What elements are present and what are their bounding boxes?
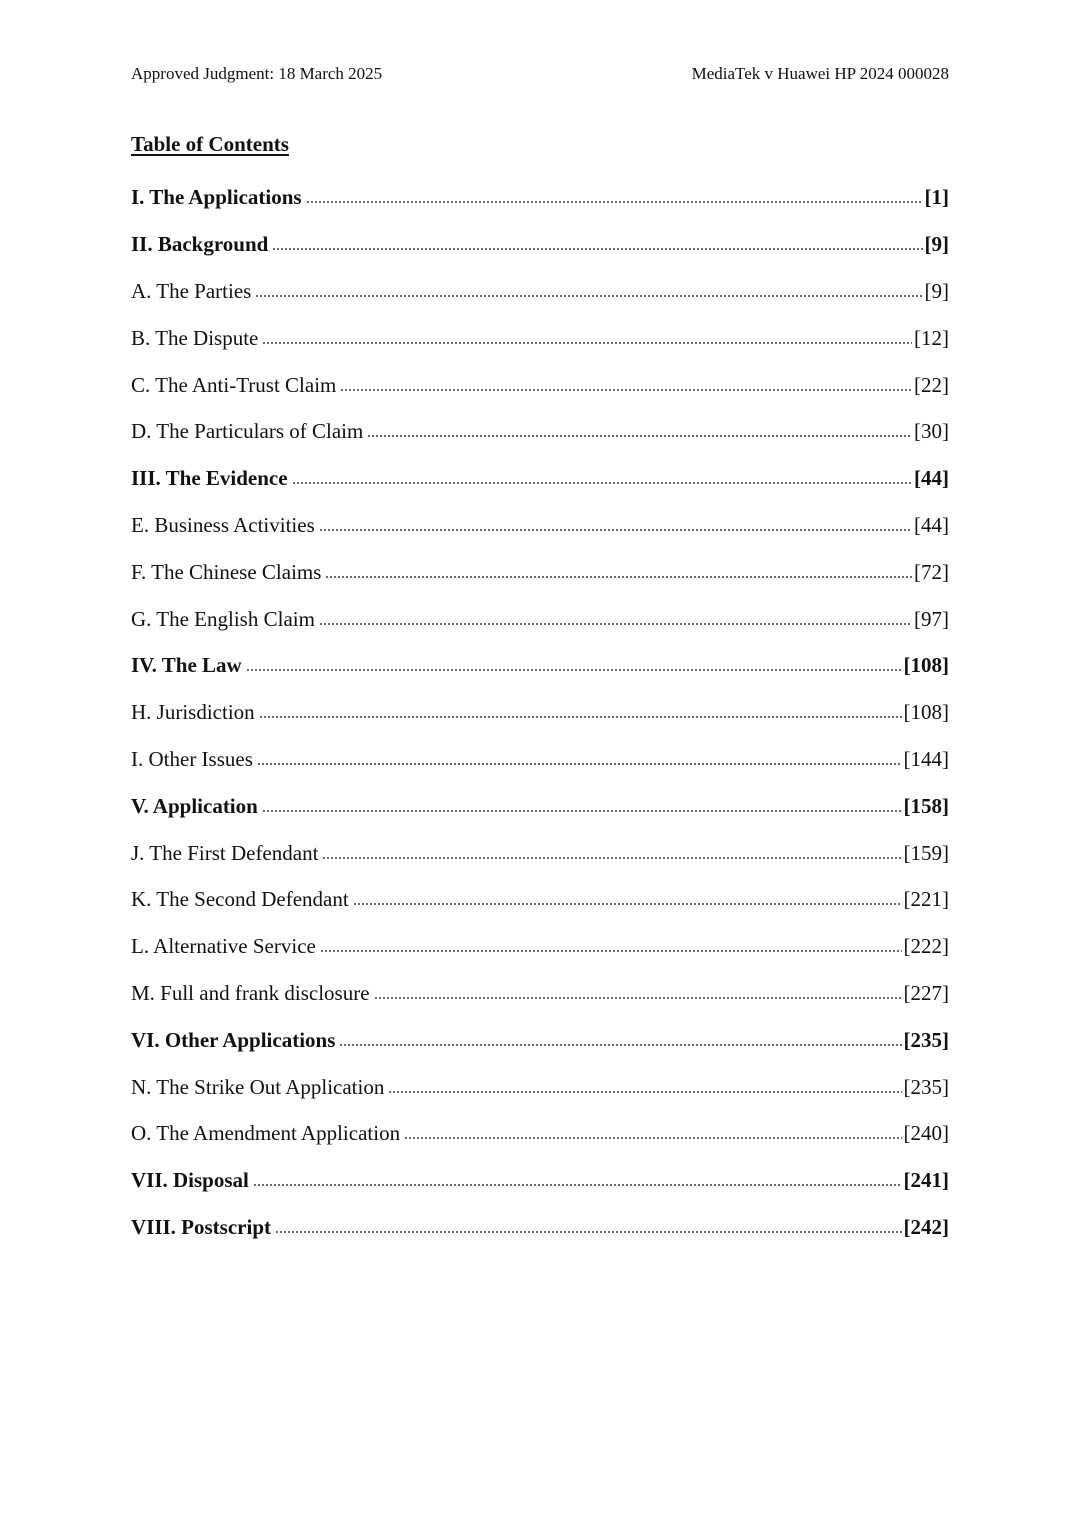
toc-entry-paragraph-ref: [44]: [914, 466, 949, 491]
dot-leader: [322, 857, 901, 859]
toc-entry-label: III. The Evidence: [131, 466, 288, 491]
toc-entry-paragraph-ref: [30]: [914, 419, 949, 444]
toc-entry-label: O. The Amendment Application: [131, 1121, 401, 1146]
toc-entry[interactable]: [131, 923, 949, 970]
toc-entry-label: M. Full and frank disclosure: [131, 980, 370, 1005]
toc-entry[interactable]: [131, 689, 949, 736]
dot-leader: [259, 716, 902, 718]
table-of-contents: [131, 174, 949, 1250]
toc-entry[interactable]: [131, 268, 949, 315]
toc-entry[interactable]: [131, 642, 949, 689]
dot-leader: [306, 201, 923, 203]
toc-entry[interactable]: [131, 595, 949, 642]
toc-entry-paragraph-ref: [235]: [903, 1027, 949, 1052]
toc-entry-label: II. Background: [131, 232, 269, 257]
dot-leader: [262, 810, 902, 812]
toc-entry[interactable]: [131, 1204, 949, 1251]
toc-entry-label: I. Other Issues: [131, 746, 253, 771]
toc-entry[interactable]: [131, 1016, 949, 1063]
toc-entry-paragraph-ref: [72]: [914, 559, 949, 584]
toc-entry-paragraph-ref: [235]: [903, 1074, 949, 1099]
dot-leader: [255, 295, 922, 297]
toc-entry-label: K. The Second Defendant: [131, 887, 349, 912]
toc-entry-label: VI. Other Applications: [131, 1027, 336, 1052]
toc-entry-paragraph-ref: [97]: [914, 606, 949, 631]
dot-leader: [257, 763, 902, 765]
dot-leader: [353, 903, 902, 905]
dot-leader: [340, 389, 912, 391]
dot-leader: [374, 997, 902, 999]
toc-entry[interactable]: [131, 876, 949, 923]
toc-entry-paragraph-ref: [22]: [914, 372, 949, 397]
toc-title: Table of Contents: [131, 132, 289, 156]
page-header: [131, 63, 949, 85]
toc-entry[interactable]: [131, 970, 949, 1017]
toc-entry[interactable]: [131, 455, 949, 502]
toc-entry-paragraph-ref: [158]: [903, 793, 949, 818]
dot-leader: [319, 529, 912, 531]
toc-entry[interactable]: [131, 1110, 949, 1157]
toc-entry-label: B. The Dispute: [131, 325, 259, 350]
toc-entry-paragraph-ref: [242]: [903, 1214, 949, 1239]
toc-entry-label: C. The Anti-Trust Claim: [131, 372, 337, 397]
toc-entry-label: A. The Parties: [131, 278, 252, 303]
dot-leader: [388, 1091, 901, 1093]
toc-entry[interactable]: [131, 1063, 949, 1110]
toc-entry[interactable]: [131, 361, 949, 408]
dot-leader: [275, 1231, 902, 1233]
toc-entry-paragraph-ref: [9]: [924, 278, 949, 303]
toc-entry-label: I. The Applications: [131, 185, 302, 210]
toc-entry-label: N. The Strike Out Application: [131, 1074, 385, 1099]
dot-leader: [367, 435, 912, 437]
toc-entry[interactable]: [131, 502, 949, 549]
toc-entry[interactable]: [131, 174, 949, 221]
toc-entry-label: L. Alternative Service: [131, 934, 316, 959]
toc-entry-paragraph-ref: [144]: [903, 746, 949, 771]
toc-entry-paragraph-ref: [159]: [903, 840, 949, 865]
toc-entry[interactable]: [131, 548, 949, 595]
dot-leader: [246, 669, 902, 671]
toc-entry[interactable]: [131, 736, 949, 783]
dot-leader: [262, 342, 912, 344]
dot-leader: [404, 1137, 901, 1139]
toc-entry-paragraph-ref: [241]: [903, 1168, 949, 1193]
dot-leader: [325, 576, 912, 578]
toc-entry[interactable]: [131, 829, 949, 876]
toc-entry-paragraph-ref: [12]: [914, 325, 949, 350]
toc-entry-label: IV. The Law: [131, 653, 242, 678]
toc-entry-label: V. Application: [131, 793, 258, 818]
dot-leader: [253, 1184, 902, 1186]
toc-entry-paragraph-ref: [221]: [903, 887, 949, 912]
toc-entry-label: VII. Disposal: [131, 1168, 249, 1193]
toc-entry[interactable]: [131, 1157, 949, 1204]
dot-leader: [292, 482, 912, 484]
toc-entry-paragraph-ref: [240]: [903, 1121, 949, 1146]
toc-entry-label: E. Business Activities: [131, 512, 315, 537]
toc-entry-label: D. The Particulars of Claim: [131, 419, 364, 444]
toc-entry-label: J. The First Defendant: [131, 840, 319, 865]
toc-entry-label: G. The English Claim: [131, 606, 315, 631]
toc-entry-paragraph-ref: [9]: [924, 232, 949, 257]
dot-leader: [272, 248, 922, 250]
toc-entry-paragraph-ref: [227]: [903, 980, 949, 1005]
header-judgment-date: Approved Judgment: 18 March 2025: [131, 64, 383, 83]
toc-entry-paragraph-ref: [1]: [924, 185, 949, 210]
dot-leader: [339, 1044, 901, 1046]
toc-entry[interactable]: [131, 408, 949, 455]
toc-entry-paragraph-ref: [108]: [903, 653, 949, 678]
header-case-reference: MediaTek v Huawei HP 2024 000028: [691, 64, 949, 83]
toc-entry-paragraph-ref: [44]: [914, 512, 949, 537]
toc-entry-paragraph-ref: [108]: [903, 700, 949, 725]
dot-leader: [319, 623, 912, 625]
toc-entry[interactable]: [131, 221, 949, 268]
toc-entry-paragraph-ref: [222]: [903, 934, 949, 959]
dot-leader: [320, 950, 902, 952]
toc-entry-label: VIII. Postscript: [131, 1214, 271, 1239]
toc-entry[interactable]: [131, 782, 949, 829]
toc-entry[interactable]: [131, 314, 949, 361]
toc-entry-label: F. The Chinese Claims: [131, 559, 322, 584]
toc-entry-label: H. Jurisdiction: [131, 700, 255, 725]
